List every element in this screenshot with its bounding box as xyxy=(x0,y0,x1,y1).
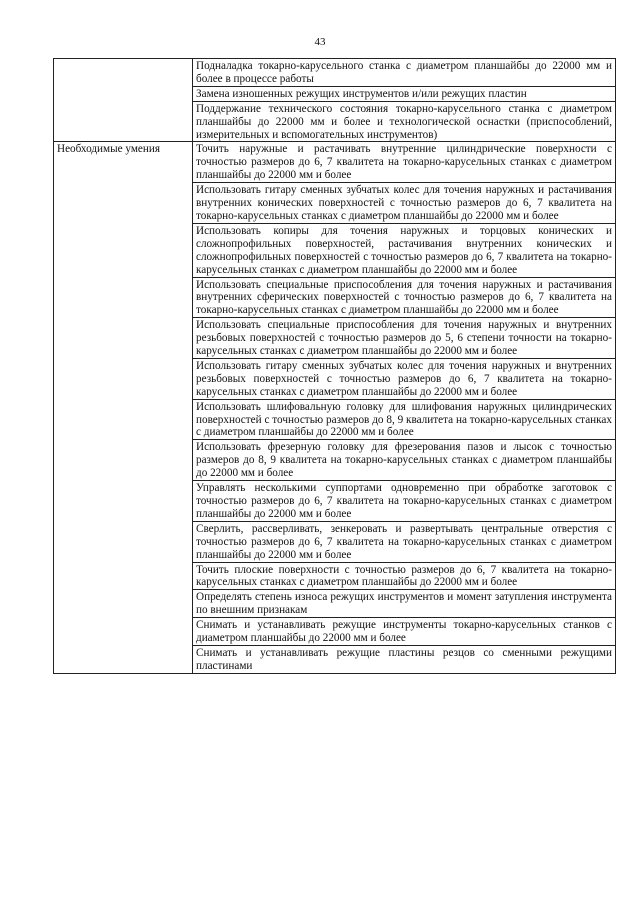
text-cell: Точить наружные и растачивать внутренние цилиндрические поверхности с точностью размеров до 6, 7 квалитета на токарно-карусельных станках с диаметром планшайбы до 22000 мм и более xyxy=(193,142,616,183)
text-cell: Поддержание технического состояния токарно-карусельного станка с диаметром планшайбы до 22000 мм и более и технологической оснастки (приспособлений, измерительных и вспомогательных инструментов) xyxy=(193,101,616,142)
text-cell: Управлять несколькими суппортами одновременно при обработке заготовок с точностью размеров до 6, 7 квалитета на токарно-карусельных станках с диаметром планшайбы до 22000 мм и более xyxy=(193,481,616,522)
text-cell: Использовать специальные приспособления для точения наружных и внутренних резьбовых поверхностей с точностью размеров до 5, 6 степени точности на токарно-карусельных станках с диаметром планшайбы до 22000 мм и более xyxy=(193,318,616,359)
text-cell: Использовать копиры для точения наружных и торцовых конических и сложнопрофильных поверхностей, растачивания внутренних конических и сложнопрофильных поверхностей с точностью размеров до 6, 7 квалитета на токарно-карусельных станках с диаметром планшайбы до 22000 мм и более xyxy=(193,223,616,277)
table-row xyxy=(54,142,616,183)
text-cell: Снимать и устанавливать режущие инструменты токарно-карусельных станков с диаметром планшайбы до 22000 мм и более xyxy=(193,618,616,646)
text-cell: Определять степень износа режущих инструментов и момент затупления инструмента по внешним признакам xyxy=(193,590,616,618)
text-cell: Использовать шлифовальную головку для шлифования наружных цилиндрических поверхностей с точностью размеров до 8, 9 квалитета на токарно-карусельных станках с диаметром планшайбы до 22000 мм и более xyxy=(193,399,616,440)
page-number: 43 xyxy=(314,36,326,48)
text-cell: Использовать гитару сменных зубчатых колес для точения наружных и внутренних резьбовых поверхностей с точностью размеров до 6, 7 квалитета на токарно-карусельных станках с диаметром планшайбы до 22000 мм и более xyxy=(193,358,616,399)
content-table xyxy=(53,58,616,674)
text-cell: Подналадка токарно-карусельного станка с диаметром планшайбы до 22000 мм и более в процессе работы xyxy=(193,59,616,87)
text-cell: Сверлить, рассверливать, зенкеровать и развертывать центральные отверстия с точностью размеров до 6, 7 квалитета на токарно-карусельных станках с диаметром планшайбы до 22000 мм и более xyxy=(193,521,616,562)
text-cell: Точить плоские поверхности с точностью размеров до 6, 7 квалитета на токарно-карусельных станках с диаметром планшайбы до 22000 мм и более xyxy=(193,562,616,590)
text-cell: Использовать гитару сменных зубчатых колес для точения наружных и растачивания внутренних конических поверхностей с точностью размеров до 6, 7 квалитета на токарно-карусельных станках с диаметром планшайбы до 22000 мм и более xyxy=(193,183,616,224)
text-cell: Использовать специальные приспособления для точения наружных и растачивания внутренних сферических поверхностей с точностью размеров до 6, 7 квалитета на токарно-карусельных станках с диаметром планшайбы до 22000 мм и более xyxy=(193,277,616,318)
section-label-skills: Необходимые умения xyxy=(54,142,193,673)
label-cell xyxy=(54,59,193,142)
text-cell: Замена изношенных режущих инструментов и/или режущих пластин xyxy=(193,86,616,101)
text-cell: Снимать и устанавливать режущие пластины резцов со сменными режущими пластинами xyxy=(193,645,616,673)
text-cell: Использовать фрезерную головку для фрезерования пазов и лысок с точностью размеров до 8, 9 квалитета на токарно-карусельных станках с диаметром планшайбы до 22000 мм и более xyxy=(193,440,616,481)
table-row xyxy=(54,59,616,87)
